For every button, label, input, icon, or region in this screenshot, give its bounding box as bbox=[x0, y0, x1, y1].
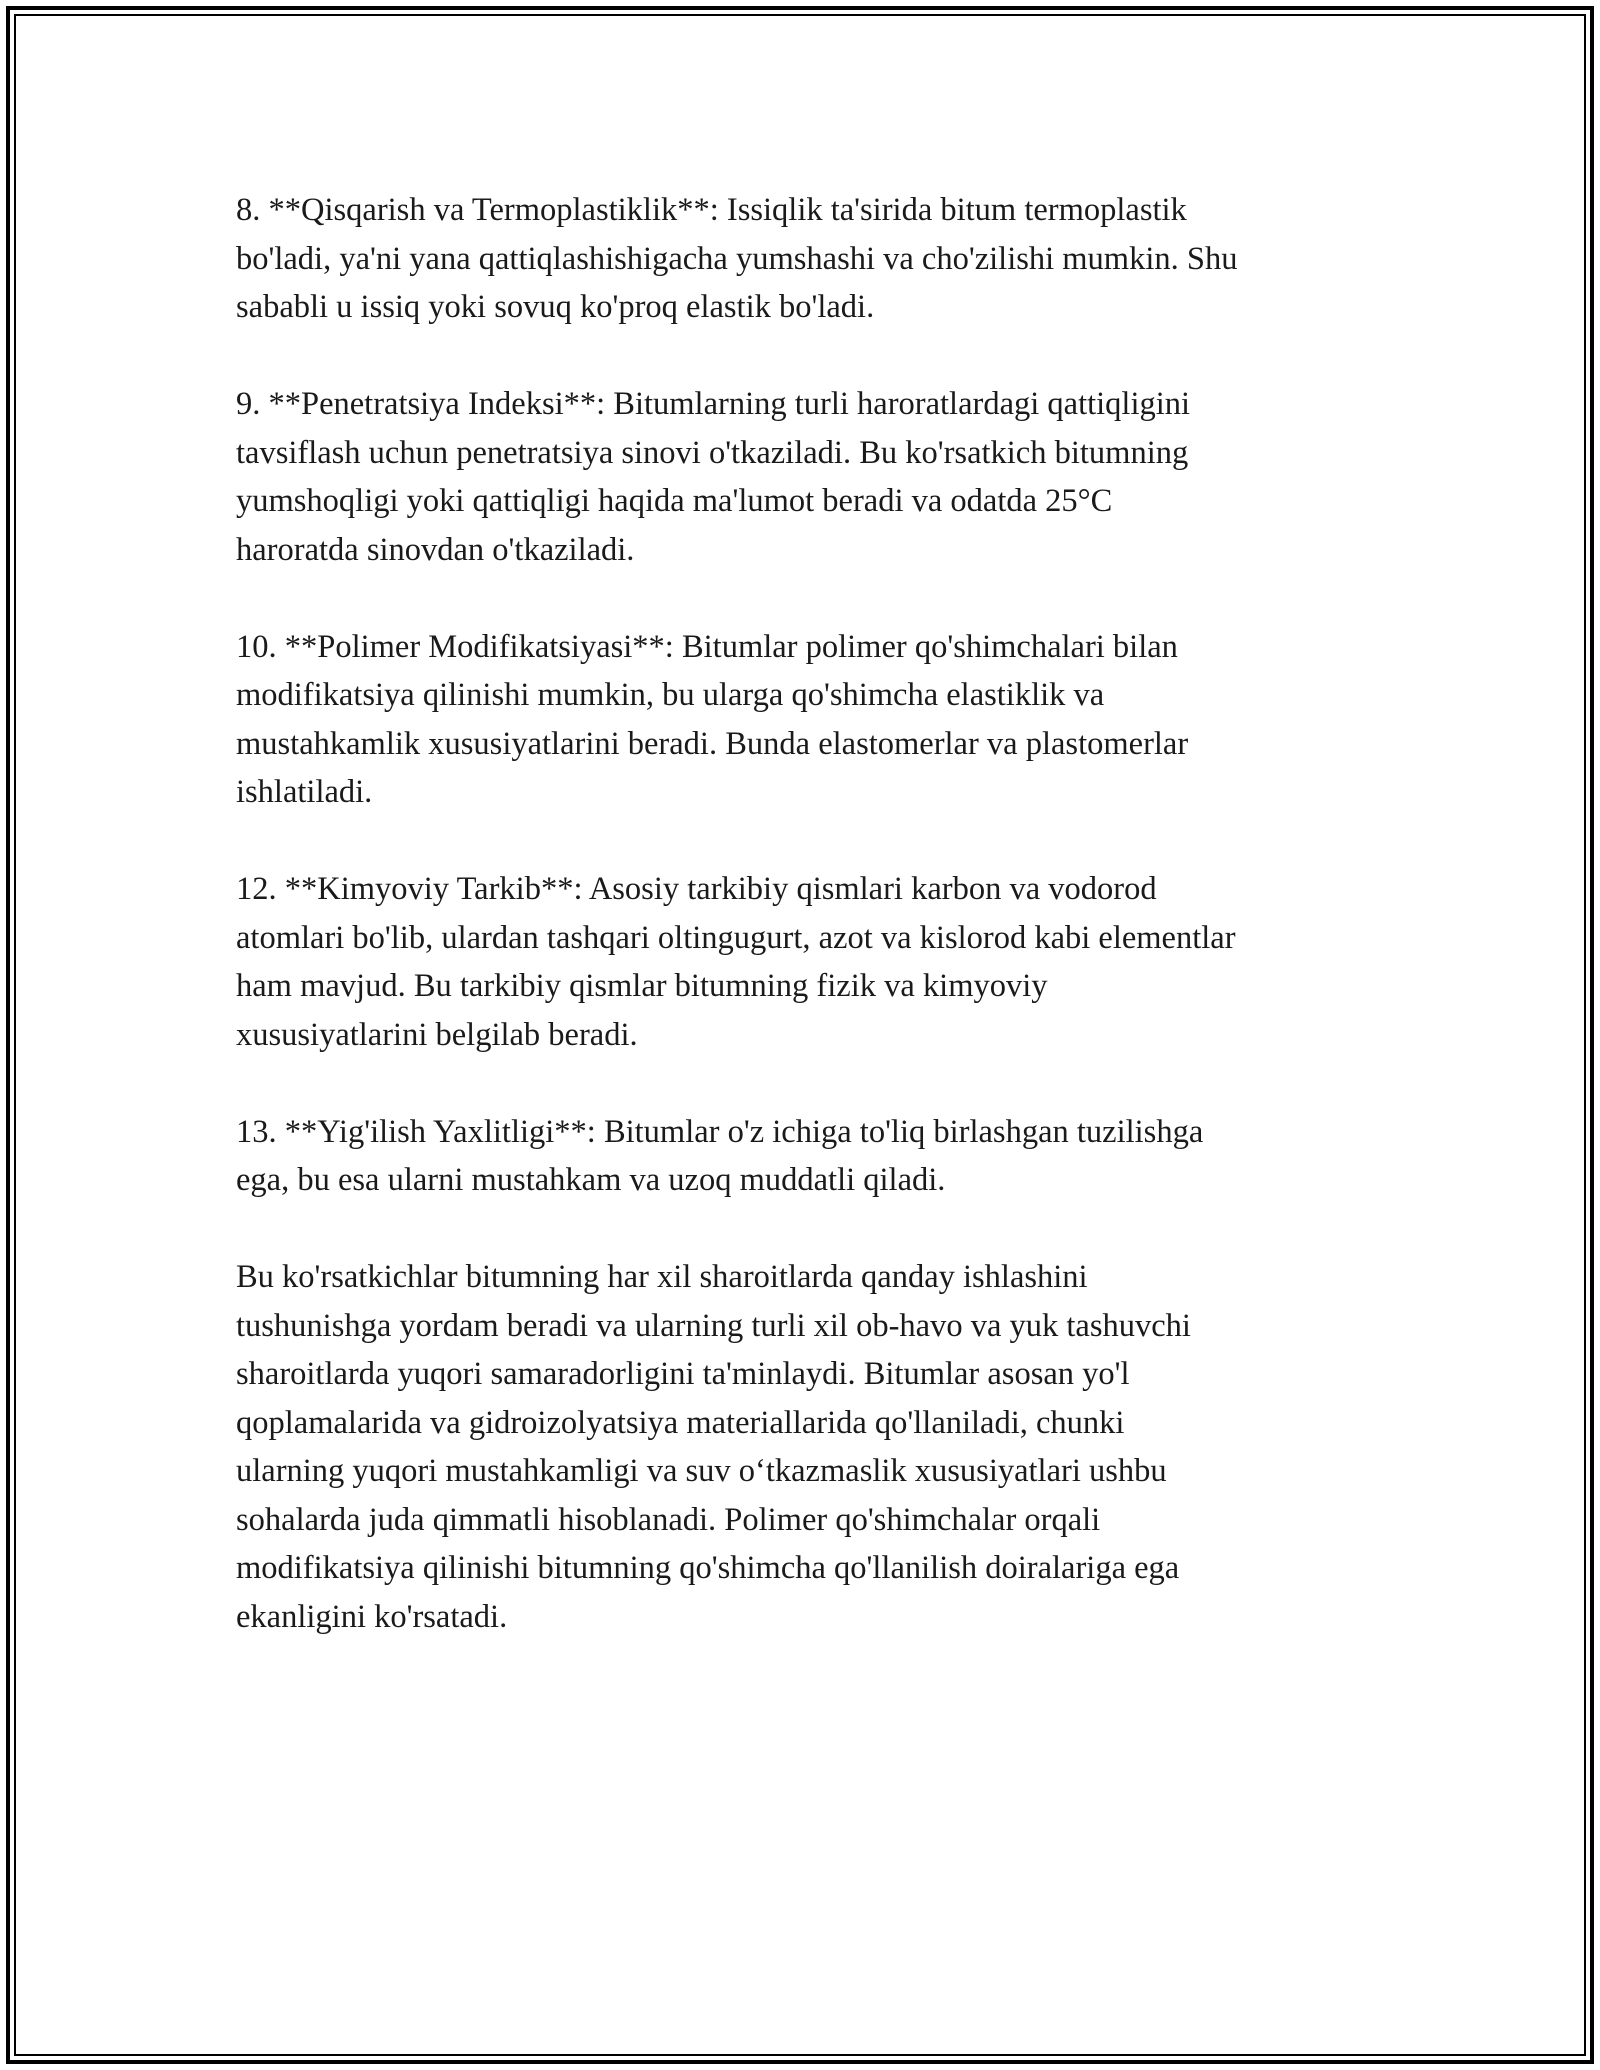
paragraph-item-9: 9. **Penetratsiya Indeksi**: Bitumlarning turli haroratlardagi qattiqligini tavsiflash uchun penetratsiya sinovi o'tkaziladi. Bu ko'rsatkich bitumning yumshoqligi yoki qattiqligi haqida ma'lumot beradi va odatda 25°C haroratda sinovdan o'tkaziladi. bbox=[236, 386, 1191, 568]
paragraph-item-10: 10. **Polimer Modifikatsiyasi**: Bitumlar polimer qo'shimchalari bilan modifikatsiya qilinishi mumkin, bu ularga qo'shimcha elastiklik va mustahkamlik xususiyatlarini beradi. Bunda elastomerlar va plastomerlar ishlatiladi. bbox=[236, 628, 1189, 810]
paragraph-item-13: 13. **Yig'ilish Yaxlitligi**: Bitumlar o'z ichiga to'liq birlashgan tuzilishga ega, bu esa ularni mustahkam va uzoq muddatli qiladi. bbox=[236, 1113, 1204, 1198]
document-body bbox=[236, 186, 1366, 1641]
paragraph-item-8: 8. **Qisqarish va Termoplastiklik**: Issiqlik ta'sirida bitum termoplastik bo'ladi, ya'ni yana qattiqlashishigacha yumshashi va cho'zilishi mumkin. Shu sababli u issiq yoki sovuq ko'proq elastik bo'ladi. bbox=[236, 192, 1238, 325]
paragraph-conclusion: Bu ko'rsatkichlar bitumning har xil sharoitlarda qanday ishlashini tushunishga yordam beradi va ularning turli xil ob-havo va yuk tashuvchi sharoitlarda yuqori samaradorligini ta'minlaydi. Bitumlar asosan yo'l qoplamalarida va gidroizolyatsiya materiallarida qo'llaniladi, chunki ularning yuqori mustahkamligi va suv o‘tkazmaslik xususiyatlari ushbu sohalarda juda qimmatli hisoblanadi. Polimer qo'shimchalar orqali modifikatsiya qilinishi bitumning qo'shimcha qo'llanilish doiralariga ega ekanligini ko'rsatadi. bbox=[236, 1259, 1191, 1635]
paragraph-item-12: 12. **Kimyoviy Tarkib**: Asosiy tarkibiy qismlari karbon va vodorod atomlari bo'lib, ulardan tashqari oltingugurt, azot va kislorod kabi elementlar ham mavjud. Bu tarkibiy qismlar bitumning fizik va kimyoviy xususiyatlarini belgilab beradi. bbox=[236, 871, 1236, 1053]
